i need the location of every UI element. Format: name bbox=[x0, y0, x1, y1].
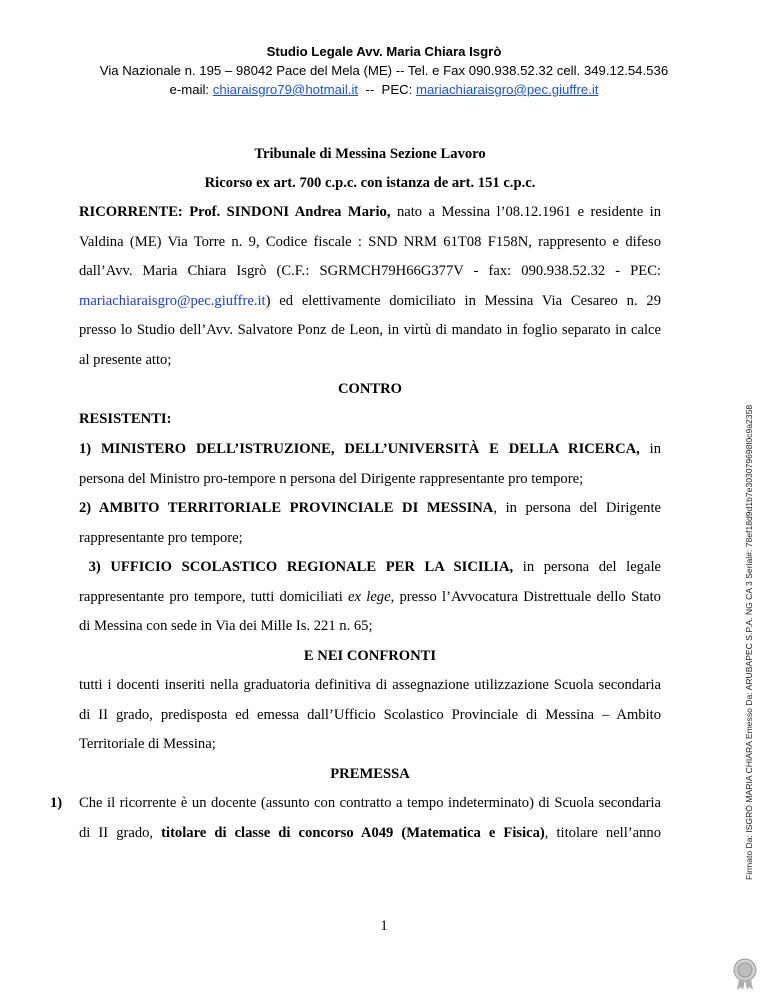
respondent-2-rest: , in persona del Dirigente bbox=[493, 500, 662, 516]
court-heading: Tribunale di Messina Sezione Lavoro bbox=[254, 146, 486, 162]
email-link[interactable]: chiaraisgro79@hotmail.it bbox=[212, 82, 359, 97]
pec-link[interactable]: mariachiaraisgro@pec.giuffre.it bbox=[415, 82, 599, 97]
page-number: 1 bbox=[380, 918, 388, 934]
claimant-line-5: presso lo Studio dell’Avv. Salvatore Ponz de Leon, in virtù di mandato in foglio separato in calce bbox=[79, 322, 661, 338]
studio-address: Via Nazionale n. 195 – 98042 Pace del Mela (ME) -- Tel. e Fax 090.938.52.32 cell. 349.12.54.536 bbox=[99, 63, 669, 78]
respondent-2-line-1 bbox=[79, 499, 661, 517]
resistenti-label: RESISTENTI: bbox=[79, 411, 172, 427]
premessa-line-2-b: , titolare nell’anno bbox=[544, 825, 662, 841]
claimant-label: RICORRENTE: Prof. SINDONI Andrea Mario, bbox=[79, 204, 391, 220]
premessa-heading: PREMESSA bbox=[330, 766, 410, 782]
claimant-line-4 bbox=[79, 292, 661, 310]
claimant-line-6: al presente atto; bbox=[79, 352, 172, 368]
respondent-3-line-2-b: , presso l’Avvocatura Distrettuale dello Stato bbox=[390, 589, 661, 605]
respondent-2-name: 2) AMBITO TERRITORIALE PROVINCIALE DI MESSINA bbox=[79, 500, 494, 516]
seal-icon bbox=[727, 955, 763, 991]
claimant-line-2: Valdina (ME) Via Torre n. 9, Codice fiscale : SND NRM 61T08 F158N, rappresento e difeso bbox=[79, 234, 661, 250]
nei-confronti-heading: E NEI CONFRONTI bbox=[303, 648, 437, 664]
ex-lege-italic: ex lege bbox=[348, 589, 391, 605]
premessa-item-line-1: Che il ricorrente è un docente (assunto con contratto a tempo indeterminato) di Scuola secondaria bbox=[79, 795, 661, 811]
class-of-competition: titolare di classe di concorso A049 (Matematica e Fisica) bbox=[161, 825, 545, 841]
respondent-2-line-2: rappresentante pro tempore; bbox=[79, 530, 243, 546]
respondent-3-name: 3) UFFICIO SCOLASTICO REGIONALE PER LA SICILIA, bbox=[79, 559, 514, 575]
premessa-item-number: 1) bbox=[50, 795, 63, 811]
confronti-line-2: di II grado, predisposta ed emessa dall’Ufficio Scolastico Provinciale di Messina – Ambito bbox=[79, 707, 661, 723]
respondent-3-rest: in persona del legale bbox=[513, 559, 661, 575]
respondent-3-line-1 bbox=[79, 558, 661, 576]
claimant-line-1-text: nato a Messina l’08.12.1961 e residente in bbox=[390, 204, 661, 220]
respondent-3-line-3: di Messina con sede in Via dei Mille Is. 221 n. 65; bbox=[79, 618, 373, 634]
contro-heading: CONTRO bbox=[337, 381, 403, 397]
claimant-line-1 bbox=[79, 203, 661, 221]
pec-label: -- PEC: bbox=[358, 82, 416, 97]
studio-contacts bbox=[0, 80, 768, 99]
respondent-1-line-2: persona del Ministro pro-tempore n persona del Dirigente rappresentante pro tempore; bbox=[79, 471, 584, 487]
claimant-line-3: dall’Avv. Maria Chiara Isgrò (C.F.: SGRMCH79H66G377V - fax: 090.938.52.32 - PEC: bbox=[79, 263, 661, 279]
confronti-line-3: Territoriale di Messina; bbox=[79, 736, 216, 752]
email-label: e-mail: bbox=[169, 82, 213, 97]
letterhead bbox=[0, 42, 768, 99]
respondent-1-rest: in bbox=[639, 441, 661, 457]
respondent-1-line-1 bbox=[79, 440, 661, 458]
claimant-pec-email[interactable]: mariachiaraisgro@pec.giuffre.it bbox=[79, 293, 266, 309]
claimant-line-4-text: ) ed elettivamente domiciliato in Messina Via Cesareo n. 29 bbox=[265, 293, 661, 309]
digital-signature-text: Firmato Da: ISGRÒ MARIA CHIARA Emesso Da: ARUBAPEC S.P.A. NG CA 3 Serial#: 78ef18d9d1b7e303079698l0c9a2358 bbox=[744, 404, 754, 880]
premessa-line-2-a: di II grado, bbox=[79, 825, 162, 841]
studio-name: Studio Legale Avv. Maria Chiara Isgrò bbox=[266, 44, 502, 59]
respondent-3-line-2-a: rappresentante pro tempore, tutti domiciliati bbox=[79, 589, 349, 605]
respondent-3-line-2 bbox=[79, 588, 661, 606]
appeal-title: Ricorso ex art. 700 c.p.c. con istanza de art. 151 c.p.c. bbox=[204, 175, 536, 191]
respondent-1-name: 1) MINISTERO DELL’ISTRUZIONE, DELL’UNIVERSITÀ E DELLA RICERCA, bbox=[79, 441, 640, 457]
premessa-item-line-2 bbox=[79, 824, 661, 842]
confronti-line-1: tutti i docenti inseriti nella graduatoria definitiva di assegnazione utilizzazione Scuola secondaria bbox=[79, 677, 661, 693]
